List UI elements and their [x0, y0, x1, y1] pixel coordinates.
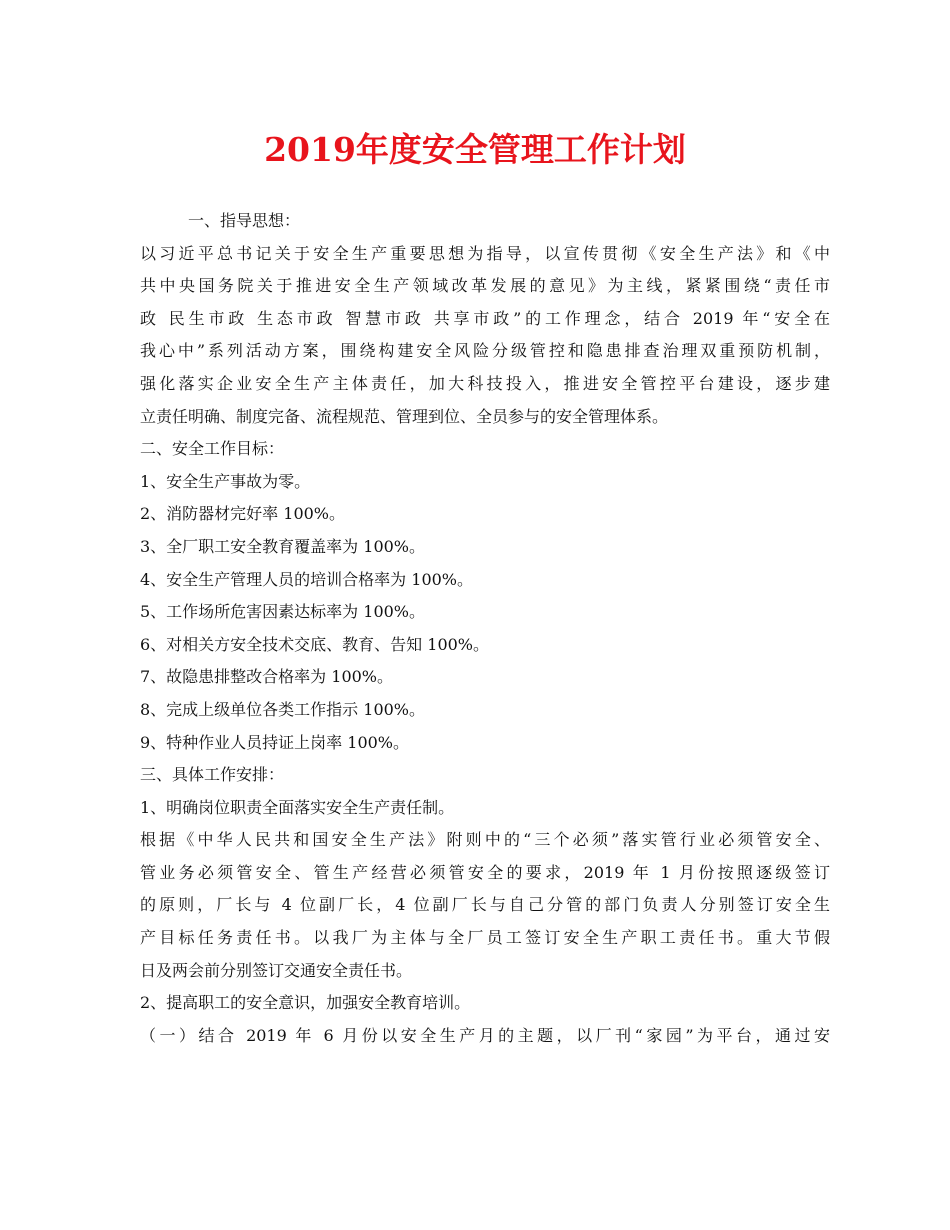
list-item: 8、完成上级单位各类工作指示 100%。 [140, 699, 426, 719]
paragraph-line: 我心中”系列活动方案，围绕构建安全风险分级管控和隐患排查治理双重预防机制， [140, 341, 830, 361]
list-item: 4、安全生产管理人员的培训合格率为 100%。 [140, 569, 474, 589]
list-item: 9、特种作业人员持证上岗率 100%。 [140, 732, 410, 752]
list-item: 6、对相关方安全技术交底、教育、告知 100%。 [140, 634, 490, 654]
section-heading-work-arrangements: 三、具体工作安排： [140, 765, 285, 785]
paragraph-line: 共中央国务院关于推进安全生产领域改革发展的意见》为主线，紧紧围绕“责任市 [140, 276, 830, 296]
list-item: 2、消防器材完好率 100%。 [140, 504, 346, 524]
paragraph-line: 日及两会前分别签订交通安全责任书。 [140, 960, 413, 980]
section-heading-safety-goals: 二、安全工作目标： [140, 439, 285, 459]
paragraph-line: 管业务必须管安全、管生产经营必须管安全的要求，2019 年 1 月份按照逐级签订 [140, 862, 830, 882]
list-item: 3、全厂职工安全教育覆盖率为 100%。 [140, 536, 426, 556]
paragraph-line: 立责任明确、制度完备、流程规范、管理到位、全员参与的安全管理体系。 [140, 406, 669, 426]
paragraph-line: 以习近平总书记关于安全生产重要思想为指导，以宣传贯彻《安全生产法》和《中 [140, 243, 830, 263]
paragraph-line: 的原则，厂长与 4 位副厂长，4 位副厂长与自己分管的部门负责人分别签订安全生 [140, 895, 830, 915]
paragraph-line: 根据《中华人民共和国安全生产法》附则中的“三个必须”落实管行业必须管安全、 [140, 830, 830, 850]
paragraph-line: 政 民生市政 生态市政 智慧市政 共享市政”的工作理念，结合 2019 年“安全在 [140, 308, 830, 328]
paragraph-line: （一）结合 2019 年 6 月份以安全生产月的主题，以厂刊“家园”为平台，通过安 [140, 1025, 830, 1045]
list-item: 2、提高职工的安全意识，加强安全教育培训。 [140, 993, 471, 1013]
list-item: 7、故隐患排整改合格率为 100%。 [140, 667, 394, 687]
list-item: 1、安全生产事故为零。 [140, 471, 311, 491]
list-item: 1、明确岗位职责全面落实安全生产责任制。 [140, 797, 455, 817]
paragraph-line: 强化落实企业安全生产主体责任，加大科技投入，推进安全管控平台建设，逐步建 [140, 373, 830, 393]
section-heading-guiding-ideology: 一、指导思想： [188, 211, 301, 230]
list-item: 5、工作场所危害因素达标率为 100%。 [140, 602, 426, 622]
paragraph-line: 产目标任务责任书。以我厂为主体与全厂员工签订安全生产职工责任书。重大节假 [140, 928, 830, 948]
document-body [140, 205, 830, 1052]
document-title: 2019年度安全管理工作计划 [264, 130, 686, 169]
